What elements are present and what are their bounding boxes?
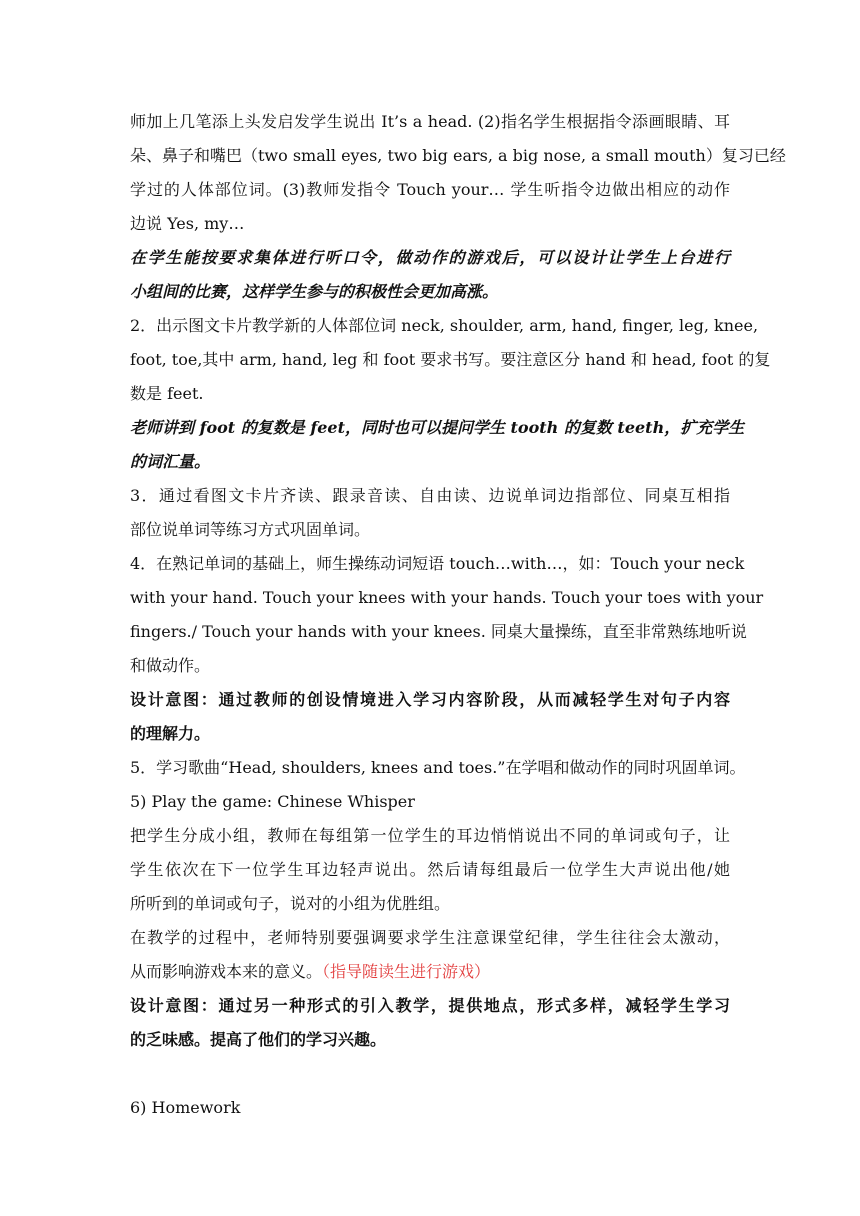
teaching-note: 在学生能按要求集体进行听口令，做动作的游戏后，可以设计让学生上台进行: [130, 248, 730, 267]
design-intent: 设计意图：通过教师的创设情境进入学习内容阶段，从而减轻学生对句子内容: [130, 690, 730, 709]
design-intent: 的理解力。: [130, 724, 211, 743]
design-intent: 设计意图：通过另一种形式的引入教学，提供地点，形式多样，减轻学生学习: [130, 996, 730, 1015]
paragraph-line: fingers./ Touch your hands with your knees. 同桌大量操练，直至非常熟练地听说: [130, 622, 747, 641]
teaching-note: 老师讲到 foot 的复数是 feet，同时也可以提问学生 tooth 的复数 teeth，扩充学生: [130, 418, 745, 437]
paragraph-line: 师加上几笔添上头发启发学生说出 It’s a head. (2)指名学生根据指令添画眼睛、耳: [130, 112, 730, 131]
paragraph-line: [130, 962, 730, 982]
red-note: （指导随读生进行游戏）: [322, 962, 491, 981]
section-heading: 5) Play the game: Chinese Whisper: [130, 792, 415, 811]
paragraph-line: 和做动作。: [130, 656, 211, 675]
paragraph-line: 朵、鼻子和嘴巴（two small eyes, two big ears, a big nose, a small mouth）复习已经: [130, 146, 786, 165]
paragraph-line: 所听到的单词或句子，说对的小组为优胜组。: [130, 894, 451, 913]
teaching-note: 小组间的比赛，这样学生参与的积极性会更加高涨。: [130, 282, 499, 301]
paragraph-line: 部位说单词等练习方式巩固单词。: [130, 520, 371, 539]
section-heading: 6) Homework: [130, 1098, 241, 1117]
paragraph-line: 2．出示图文卡片教学新的人体部位词 neck, shoulder, arm, hand, finger, leg, knee,: [130, 316, 759, 335]
paragraph-line: 4．在熟记单词的基础上，师生操练动词短语 touch…with…，如：Touch your neck: [130, 554, 745, 573]
paragraph-line: 学生依次在下一位学生耳边轻声说出。然后请每组最后一位学生大声说出他/她: [130, 860, 730, 879]
paragraph-line: with your hand. Touch your knees with your hands. Touch your toes with your: [130, 588, 764, 607]
paragraph-line: 3．通过看图文卡片齐读、跟录音读、自由读、边说单词边指部位、同桌互相指: [130, 486, 730, 505]
paragraph-text: 从而影响游戏本来的意义。: [130, 962, 323, 981]
paragraph-line: foot, toe,其中 arm, hand, leg 和 foot 要求书写。要注意区分 hand 和 head, foot 的复: [130, 350, 771, 369]
paragraph-line: 学过的人体部位词。(3)教师发指令 Touch your… 学生听指令边做出相应的动作: [130, 180, 730, 199]
paragraph-line: 在教学的过程中，老师特别要强调要求学生注意课堂纪律，学生往往会太激动，: [130, 928, 730, 947]
paragraph-line: 数是 feet.: [130, 384, 204, 403]
paragraph-line: 边说 Yes, my…: [130, 214, 245, 233]
teaching-note: 的词汇量。: [130, 452, 211, 471]
paragraph-line: 把学生分成小组，教师在每组第一位学生的耳边悄悄说出不同的单词或句子，让: [130, 826, 730, 845]
paragraph-line: 5．学习歌曲“Head, shoulders, knees and toes.”在学唱和做动作的同时巩固单词。: [130, 758, 746, 777]
design-intent: 的乏味感。提高了他们的学习兴趣。: [130, 1030, 387, 1049]
